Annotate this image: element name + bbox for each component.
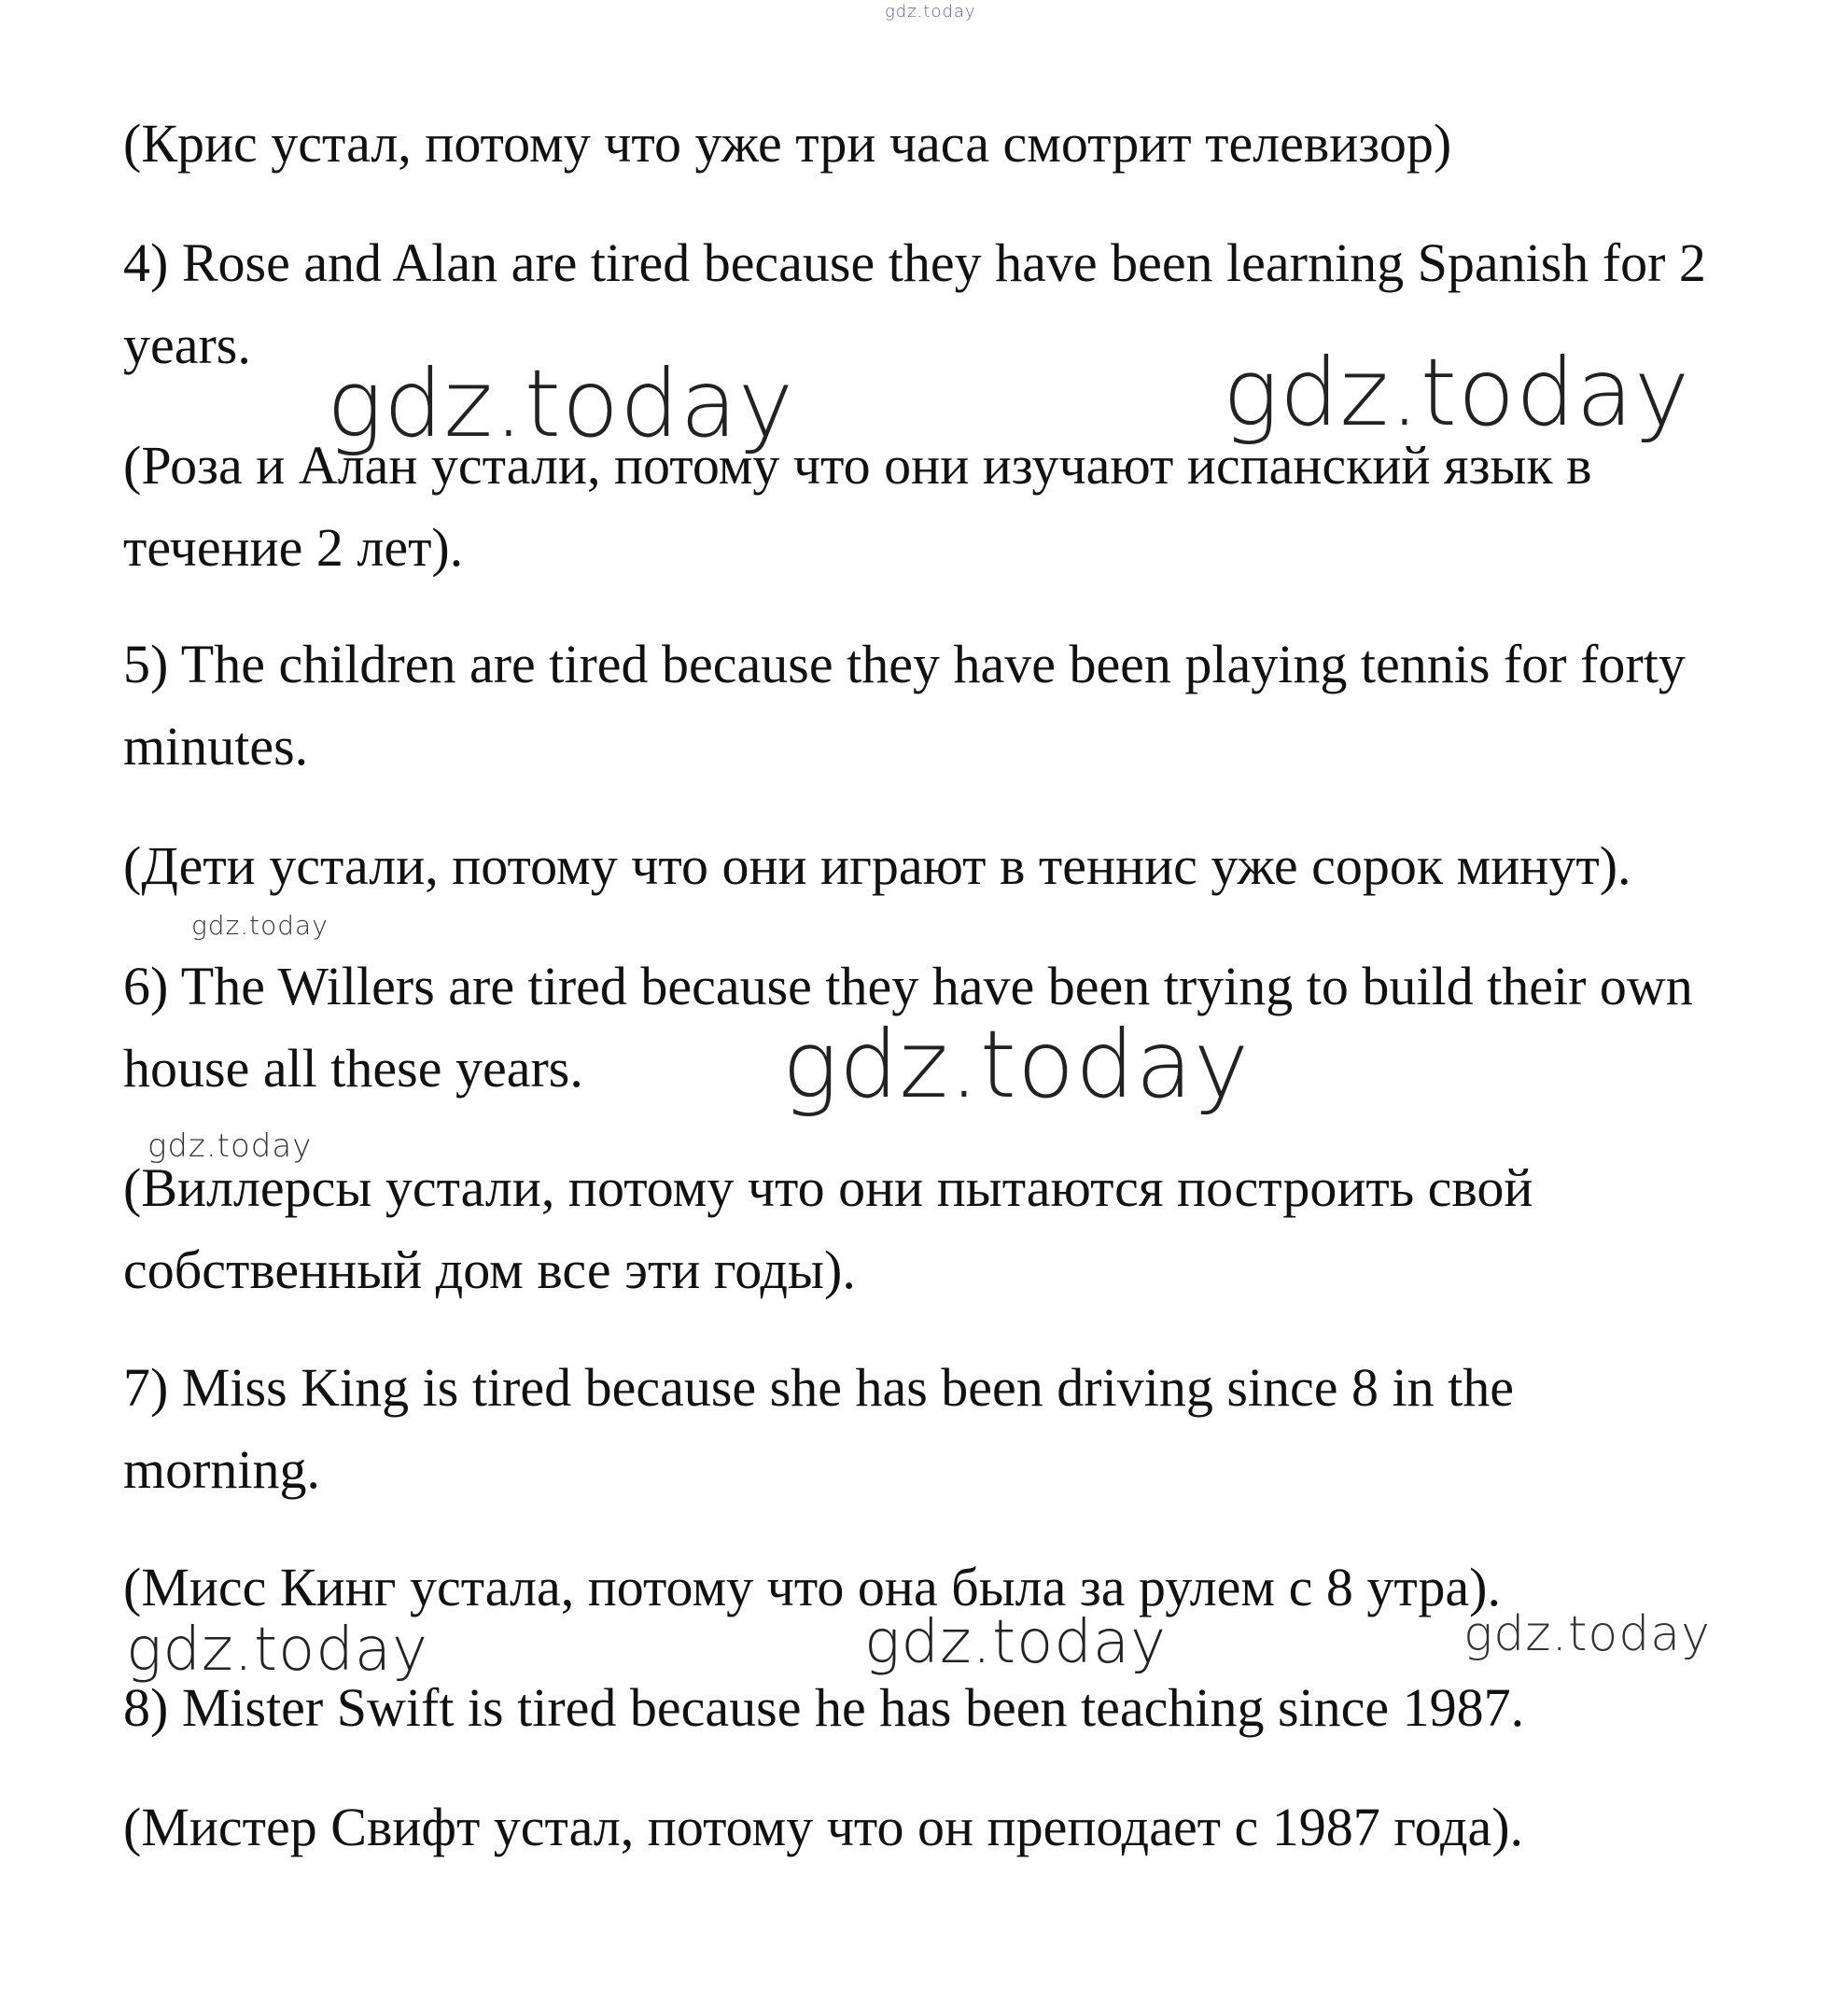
- answer-5-line-2: minutes.: [123, 716, 309, 777]
- translation-line-3: (Крис устал, потому что уже три часа смотрит телевизор): [123, 113, 1452, 174]
- watermark: gdz.today: [1223, 338, 1691, 447]
- translation-5: (Дети устали, потому что они играют в теннис уже сорок минут).: [123, 835, 1631, 896]
- watermark: gdz.today: [782, 1010, 1251, 1119]
- translation-8: (Мистер Свифт устал, потому что он преподает с 1987 года).: [123, 1797, 1524, 1857]
- watermark: gdz.today: [864, 1608, 1167, 1677]
- translation-6-line-1: (Виллерсы устали, потому что они пытаются построить свой: [123, 1157, 1533, 1218]
- answer-6-line-1: 6) The Willers are tired because they have been trying to build their own: [123, 956, 1693, 1016]
- watermark: gdz.today: [191, 910, 329, 941]
- answer-8: 8) Mister Swift is tired because he has been teaching since 1987.: [123, 1677, 1525, 1738]
- answer-7-line-1: 7) Miss King is tired because she has been driving since 8 in the: [123, 1357, 1514, 1418]
- watermark: gdz.today: [327, 349, 795, 458]
- answer-4-line-1: 4) Rose and Alan are tired because they have been learning Spanish for 2: [123, 232, 1706, 293]
- translation-6-line-2: собственный дом все эти годы).: [123, 1239, 856, 1300]
- answer-7-line-2: morning.: [123, 1439, 321, 1500]
- answer-4-line-2: years.: [123, 315, 251, 375]
- watermark: gdz.today: [147, 1127, 313, 1165]
- answer-5-line-1: 5) The children are tired because they have been playing tennis for forty: [123, 634, 1686, 694]
- watermark: gdz.today: [1463, 1606, 1711, 1662]
- translation-7: (Мисс Кинг устала, потому что она была за рулем с 8 утра).: [123, 1557, 1501, 1617]
- watermark-top: gdz.today: [885, 2, 976, 21]
- watermark: gdz.today: [126, 1616, 428, 1685]
- answer-6-line-2: house all these years.: [123, 1038, 583, 1099]
- translation-4-line-1: (Роза и Алан устали, потому что они изучают испанский язык в: [123, 435, 1592, 496]
- translation-4-line-2: течение 2 лет).: [123, 517, 464, 578]
